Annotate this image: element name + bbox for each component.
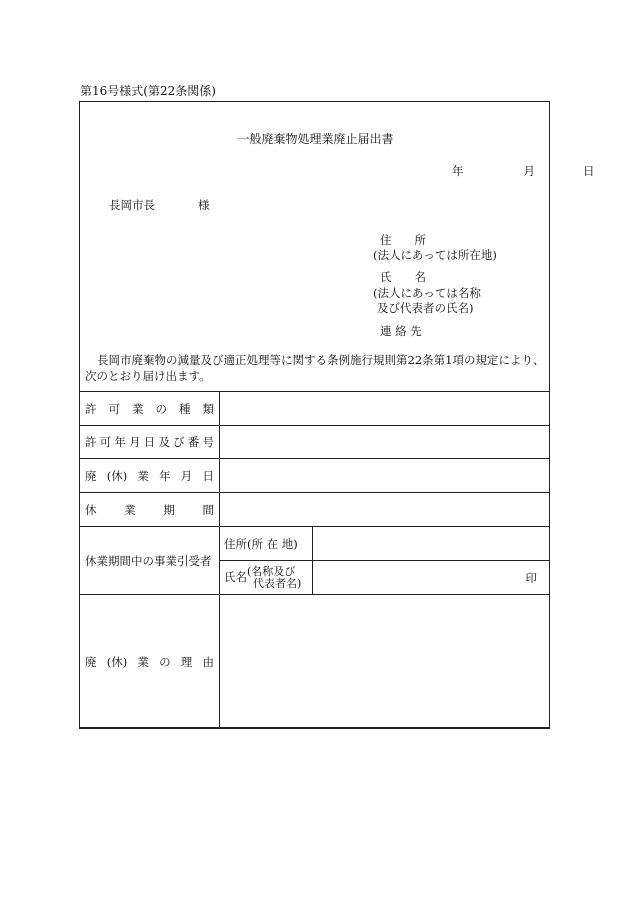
permit-date-number-field[interactable]	[220, 426, 550, 459]
details-table	[79, 391, 550, 729]
label-glyph: 番	[187, 435, 200, 449]
date-row	[452, 163, 595, 179]
table-row	[80, 459, 550, 493]
label-glyph: 休	[85, 502, 97, 517]
row-label-closure-date	[80, 459, 220, 493]
label-glyph: び	[173, 435, 185, 449]
name-note-line-2: 及び代表者の氏名)	[377, 301, 474, 315]
table-row	[80, 595, 550, 729]
label-glyph: (休)	[106, 468, 128, 483]
name-label: 氏 名	[380, 270, 426, 284]
successor-address-field[interactable]	[313, 527, 550, 561]
row-label-suspension-period	[80, 493, 220, 527]
label-glyph: 廃	[85, 468, 97, 483]
contact-label: 連 絡 先	[380, 324, 422, 338]
row-label-permit-date-number	[80, 426, 220, 459]
spread-text	[85, 502, 219, 518]
label-glyph: 許	[85, 401, 97, 416]
successor-name-note	[247, 566, 301, 590]
body-statement: 長岡市廃棄物の減量及び適正処理等に関する条例施行規則第22条第1項の規定により、次のとおり届け出ます。	[85, 353, 545, 383]
address-label: 住 所	[380, 233, 426, 247]
successor-address-label: 住所(所 在 地)	[220, 527, 313, 561]
label-glyph: 年	[159, 468, 171, 483]
spread-text	[85, 434, 219, 450]
successor-name-field[interactable]	[313, 561, 550, 595]
label-glyph: 類	[202, 401, 214, 416]
label-glyph: 日	[202, 468, 214, 483]
label-glyph: 由	[202, 654, 214, 669]
row-label-reason	[80, 595, 220, 729]
label-glyph: 理	[180, 654, 193, 669]
date-year: 年	[452, 164, 464, 178]
successor-name-text: 氏名	[224, 569, 247, 584]
label-glyph: 間	[202, 502, 214, 517]
suspension-period-field[interactable]	[220, 493, 550, 527]
form-number: 第16号様式(第22条関係)	[80, 84, 216, 98]
successor-name-note-2: 代表者名)	[253, 576, 302, 590]
label-glyph: 号	[202, 435, 214, 449]
table-row	[80, 426, 550, 459]
label-glyph: (休)	[106, 654, 128, 669]
row-label-permit-type	[80, 392, 220, 426]
label-glyph: の	[159, 654, 171, 669]
label-glyph: 業	[137, 468, 149, 483]
spread-text	[85, 654, 219, 670]
label-glyph: 業	[124, 502, 136, 517]
spread-text	[85, 468, 219, 484]
reason-field[interactable]	[220, 595, 550, 729]
spread-text	[85, 401, 219, 417]
permit-type-field[interactable]	[220, 392, 550, 426]
label-glyph: 期	[163, 502, 175, 517]
label-glyph: 月	[180, 468, 193, 483]
label-glyph: 業	[137, 654, 149, 669]
seal-mark: 印	[525, 570, 537, 585]
form-box	[79, 101, 595, 728]
label-glyph: 許	[85, 435, 97, 449]
addressee-honorific: 様	[198, 198, 210, 212]
table-row	[80, 527, 550, 561]
address-note: (法人にあっては所在地)	[373, 248, 497, 262]
label-glyph: の	[155, 401, 167, 416]
label-glyph: 可	[99, 435, 112, 449]
addressee	[109, 197, 210, 213]
table-row	[80, 493, 550, 527]
document-title: 一般廃棄物処理業廃止届出書	[237, 132, 394, 146]
label-glyph: 日	[143, 435, 156, 449]
label-glyph: 月	[129, 435, 141, 449]
addressee-name: 長岡市長	[109, 198, 155, 212]
label-glyph: 年	[114, 435, 126, 449]
label-glyph: 業	[132, 401, 144, 416]
label-glyph: 可	[108, 401, 120, 416]
label-glyph: 及	[158, 435, 170, 449]
date-month: 月	[523, 164, 535, 178]
table-row	[80, 392, 550, 426]
successor-name-label	[220, 561, 313, 595]
date-day: 日	[583, 164, 595, 178]
successor-name-note-1: (名称及び	[247, 564, 296, 578]
label-glyph: 種	[179, 401, 191, 416]
closure-date-field[interactable]	[220, 459, 550, 493]
label-glyph: 廃	[85, 654, 97, 669]
row-label-successor: 休業期間中の事業引受者	[80, 527, 220, 595]
name-note-line-1: (法人にあっては名称	[373, 286, 481, 300]
